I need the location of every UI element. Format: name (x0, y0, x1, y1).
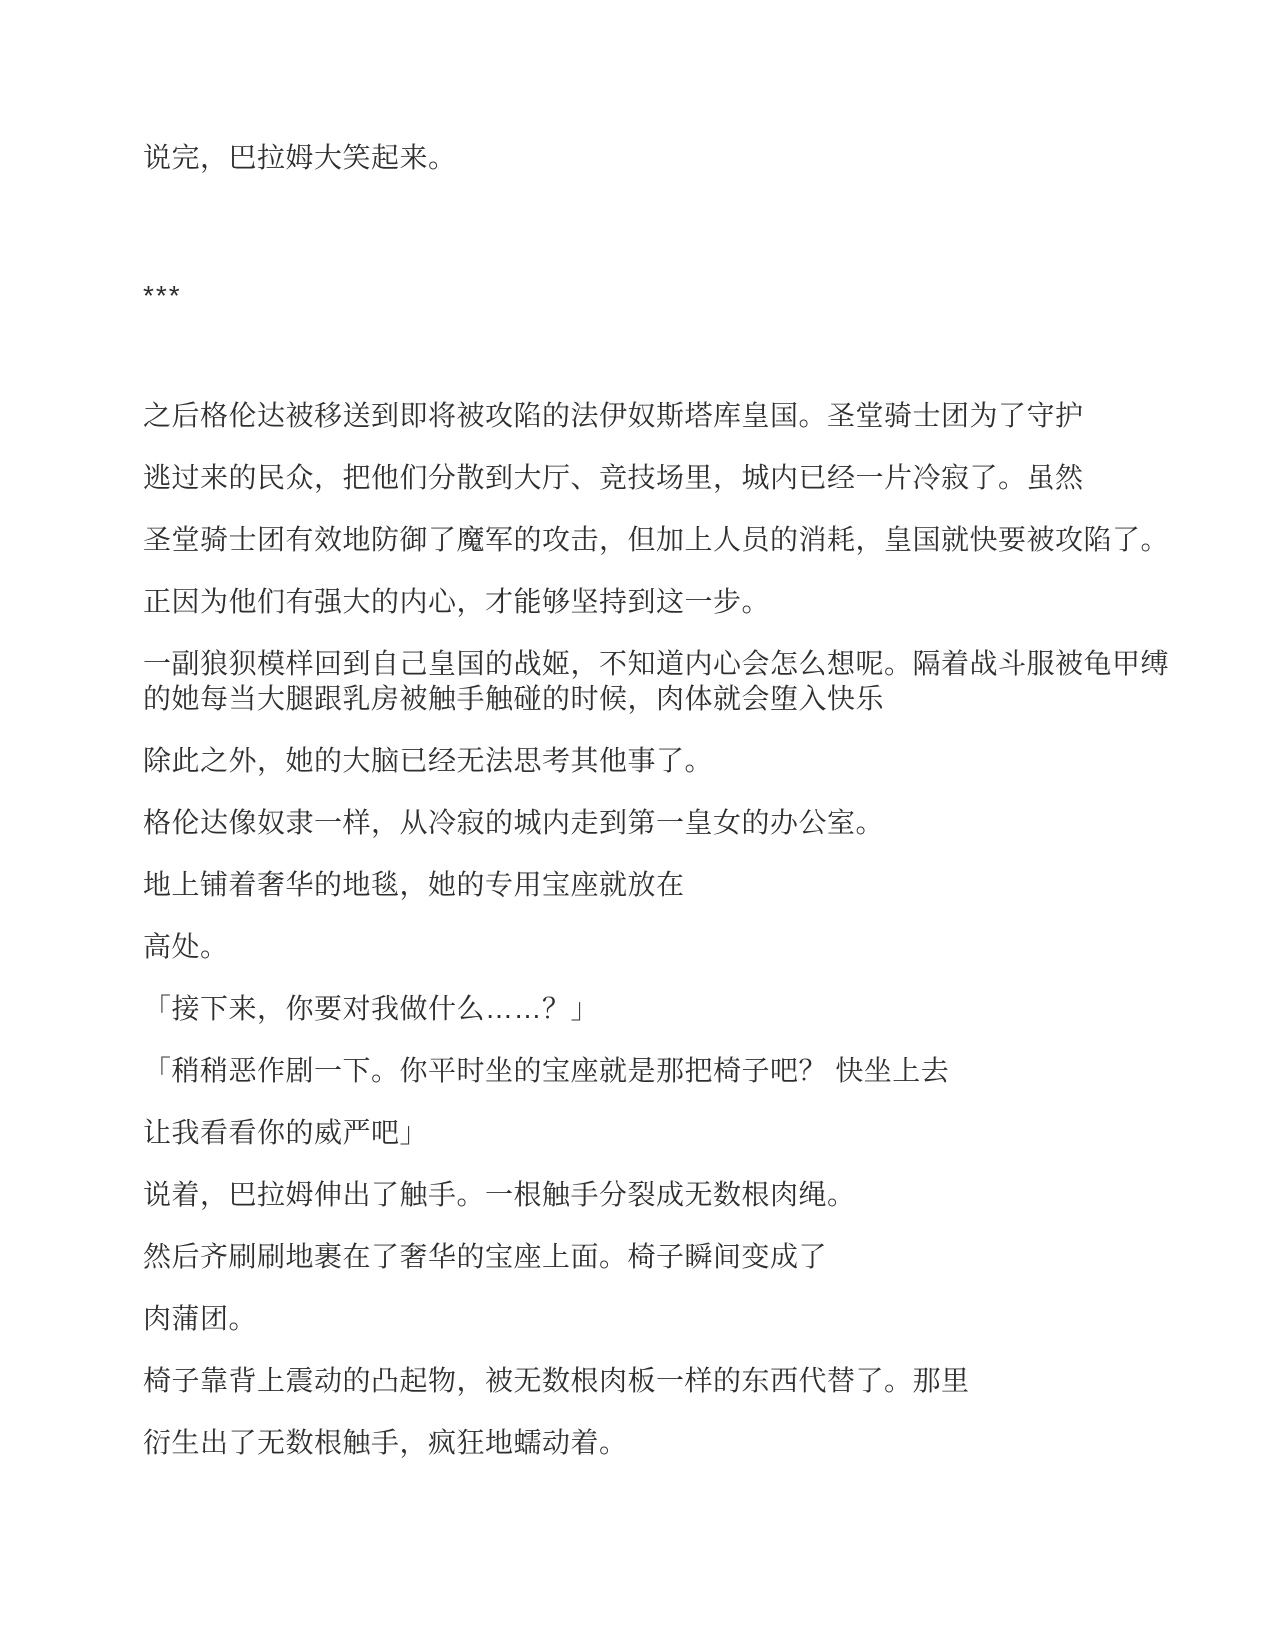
paragraph-line: 一副狼狈模样回到自己皇国的战姬，不知道内心会怎么想呢。隔着战斗服被龟甲缚 (143, 648, 1170, 679)
paragraph-line: 肉蒲团。 (143, 1303, 258, 1334)
paragraph-line: 然后齐刷刷地裹在了奢华的宝座上面。椅子瞬间变成了 (143, 1241, 828, 1272)
paragraph-line: 逃过来的民众，把他们分散到大厅、竞技场里，城内已经一片冷寂了。虽然 (143, 462, 1084, 493)
paragraph-line: 格伦达像奴隶一样，从冷寂的城内走到第一皇女的办公室。 (143, 807, 885, 838)
paragraph-line: 椅子靠背上震动的凸起物，被无数根肉板一样的东西代替了。那里 (143, 1365, 970, 1396)
paragraph-line: 除此之外，她的大脑已经无法思考其他事了。 (143, 745, 714, 776)
paragraph-line: 高处。 (143, 931, 229, 962)
document-content (143, 140, 1215, 1487)
paragraph-line: 的她每当大腿跟乳房被触手触碰的时候，肉体就会堕入快乐 (143, 683, 885, 714)
paragraph-line: 让我看看你的威严吧」 (143, 1117, 429, 1148)
paragraph-line: 说完，巴拉姆大笑起来。 (143, 142, 457, 173)
paragraph-line: 地上铺着奢华的地毯，她的专用宝座就放在 (143, 869, 685, 900)
paragraph-line: 「接下来，你要对我做什么……？」 (143, 993, 600, 1024)
paragraph-line: 说着，巴拉姆伸出了触手。一根触手分裂成无数根肉绳。 (143, 1179, 856, 1210)
paragraph-line: 正因为他们有强大的内心，才能够坚持到这一步。 (143, 586, 771, 617)
section-separator: *** (143, 280, 182, 311)
paragraph-line: 之后格伦达被移送到即将被攻陷的法伊奴斯塔库皇国。圣堂骑士团为了守护 (143, 400, 1084, 431)
paragraph-line: 圣堂骑士团有效地防御了魔军的攻击，但加上人员的消耗，皇国就快要被攻陷了。 (143, 524, 1170, 555)
paragraph-line: 衍生出了无数根触手，疯狂地蠕动着。 (143, 1427, 628, 1458)
paragraph-line: 「稍稍恶作剧一下。你平时坐的宝座就是那把椅子吧？ 快坐上去 (143, 1055, 950, 1086)
